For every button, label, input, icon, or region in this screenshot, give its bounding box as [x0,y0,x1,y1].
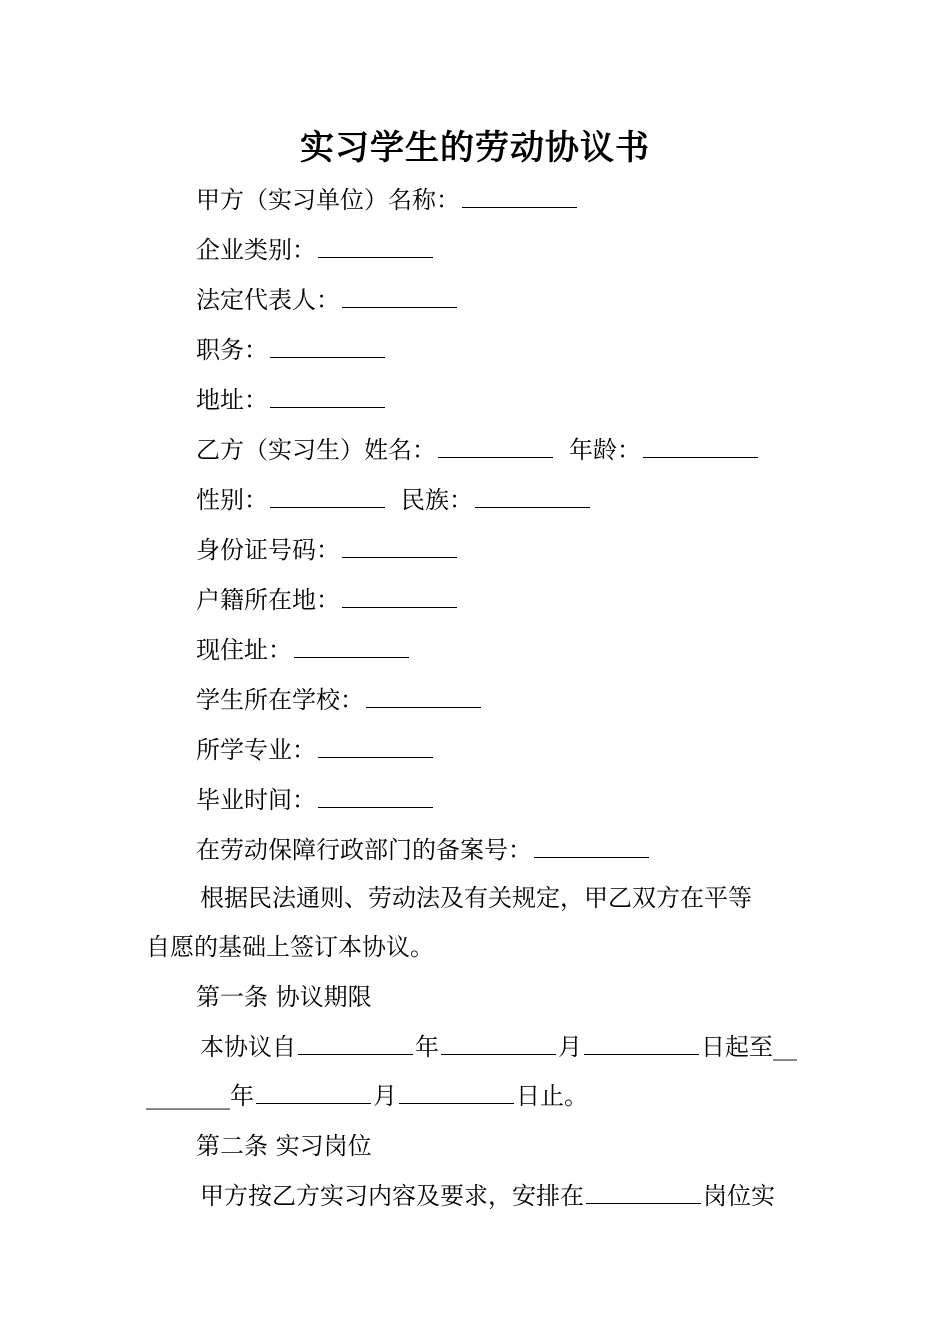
field-label: 职务： [196,336,268,364]
field-label: 年龄： [569,436,641,464]
field-party-a-name [196,182,579,218]
article-text: 甲方按乙方实习内容及要求，安排在 [200,1182,584,1210]
field-address [196,382,387,418]
field-label: 身份证号码： [196,536,340,564]
blank-line [318,735,433,758]
article-2-heading: 第二条 实习岗位 [196,1132,372,1160]
field-label: 甲方（实习单位）名称： [196,186,460,214]
blank-line [438,435,553,458]
blank-line [586,1181,701,1204]
blank-line [256,1081,371,1104]
blank-line [270,335,385,358]
field-id-number [196,532,459,568]
document-title: 实习学生的劳动协议书 [300,128,650,168]
article-1-line-2 [146,1078,588,1114]
field-school [196,682,483,718]
blank-line [294,635,409,658]
blank-line [366,685,481,708]
blank-line [270,485,385,508]
field-label: 法定代表人： [196,286,340,314]
article-text: 年 [415,1033,439,1061]
field-label: 毕业时间： [196,786,316,814]
blank-line [342,285,457,308]
field-major [196,732,435,768]
blank-line [318,785,433,808]
preamble-line-1: 根据民法通则、劳动法及有关规定，甲乙双方在平等 [200,884,752,912]
article-text: 本协议自 [200,1033,296,1061]
article-text: __ [773,1033,797,1061]
field-gender-ethnicity [196,482,592,518]
preamble-line-2: 自愿的基础上签订本协议。 [146,933,434,961]
blank-line [643,435,758,458]
article-text: 月 [373,1082,397,1110]
field-party-b [196,432,760,468]
blank-line [298,1032,413,1055]
field-enterprise-type [196,232,435,268]
blank-line [342,535,457,558]
blank-line [534,835,649,858]
field-label: 企业类别： [196,236,316,264]
article-text: 日起至 [701,1033,773,1061]
article-1-line-1 [200,1029,797,1065]
field-label: 地址： [196,386,268,414]
article-text: 日止。 [516,1082,588,1110]
article-text: 月 [558,1033,582,1061]
field-position [196,332,387,368]
blank-line [462,185,577,208]
blank-line [342,585,457,608]
blank-line [399,1081,514,1104]
field-graduation [196,782,435,818]
field-label: 民族： [401,486,473,514]
field-record-number [196,832,651,868]
field-current-address [196,632,411,668]
field-label: 现住址： [196,636,292,664]
field-label: 户籍所在地： [196,586,340,614]
field-label: 乙方（实习生）姓名： [196,436,436,464]
field-label: 性别： [196,486,268,514]
field-label: 所学专业： [196,736,316,764]
article-text: 年 [230,1082,254,1110]
field-label: 在劳动保障行政部门的备案号： [196,836,532,864]
article-text: 岗位实 [703,1182,775,1210]
field-household [196,582,459,618]
article-text: _______ [146,1082,230,1110]
field-label: 学生所在学校： [196,686,364,714]
field-legal-rep [196,282,459,318]
article-2-line-1 [200,1178,775,1214]
blank-line [318,235,433,258]
article-1-heading: 第一条 协议期限 [196,983,372,1011]
blank-line [441,1032,556,1055]
blank-line [475,485,590,508]
blank-line [270,385,385,408]
blank-line [584,1032,699,1055]
